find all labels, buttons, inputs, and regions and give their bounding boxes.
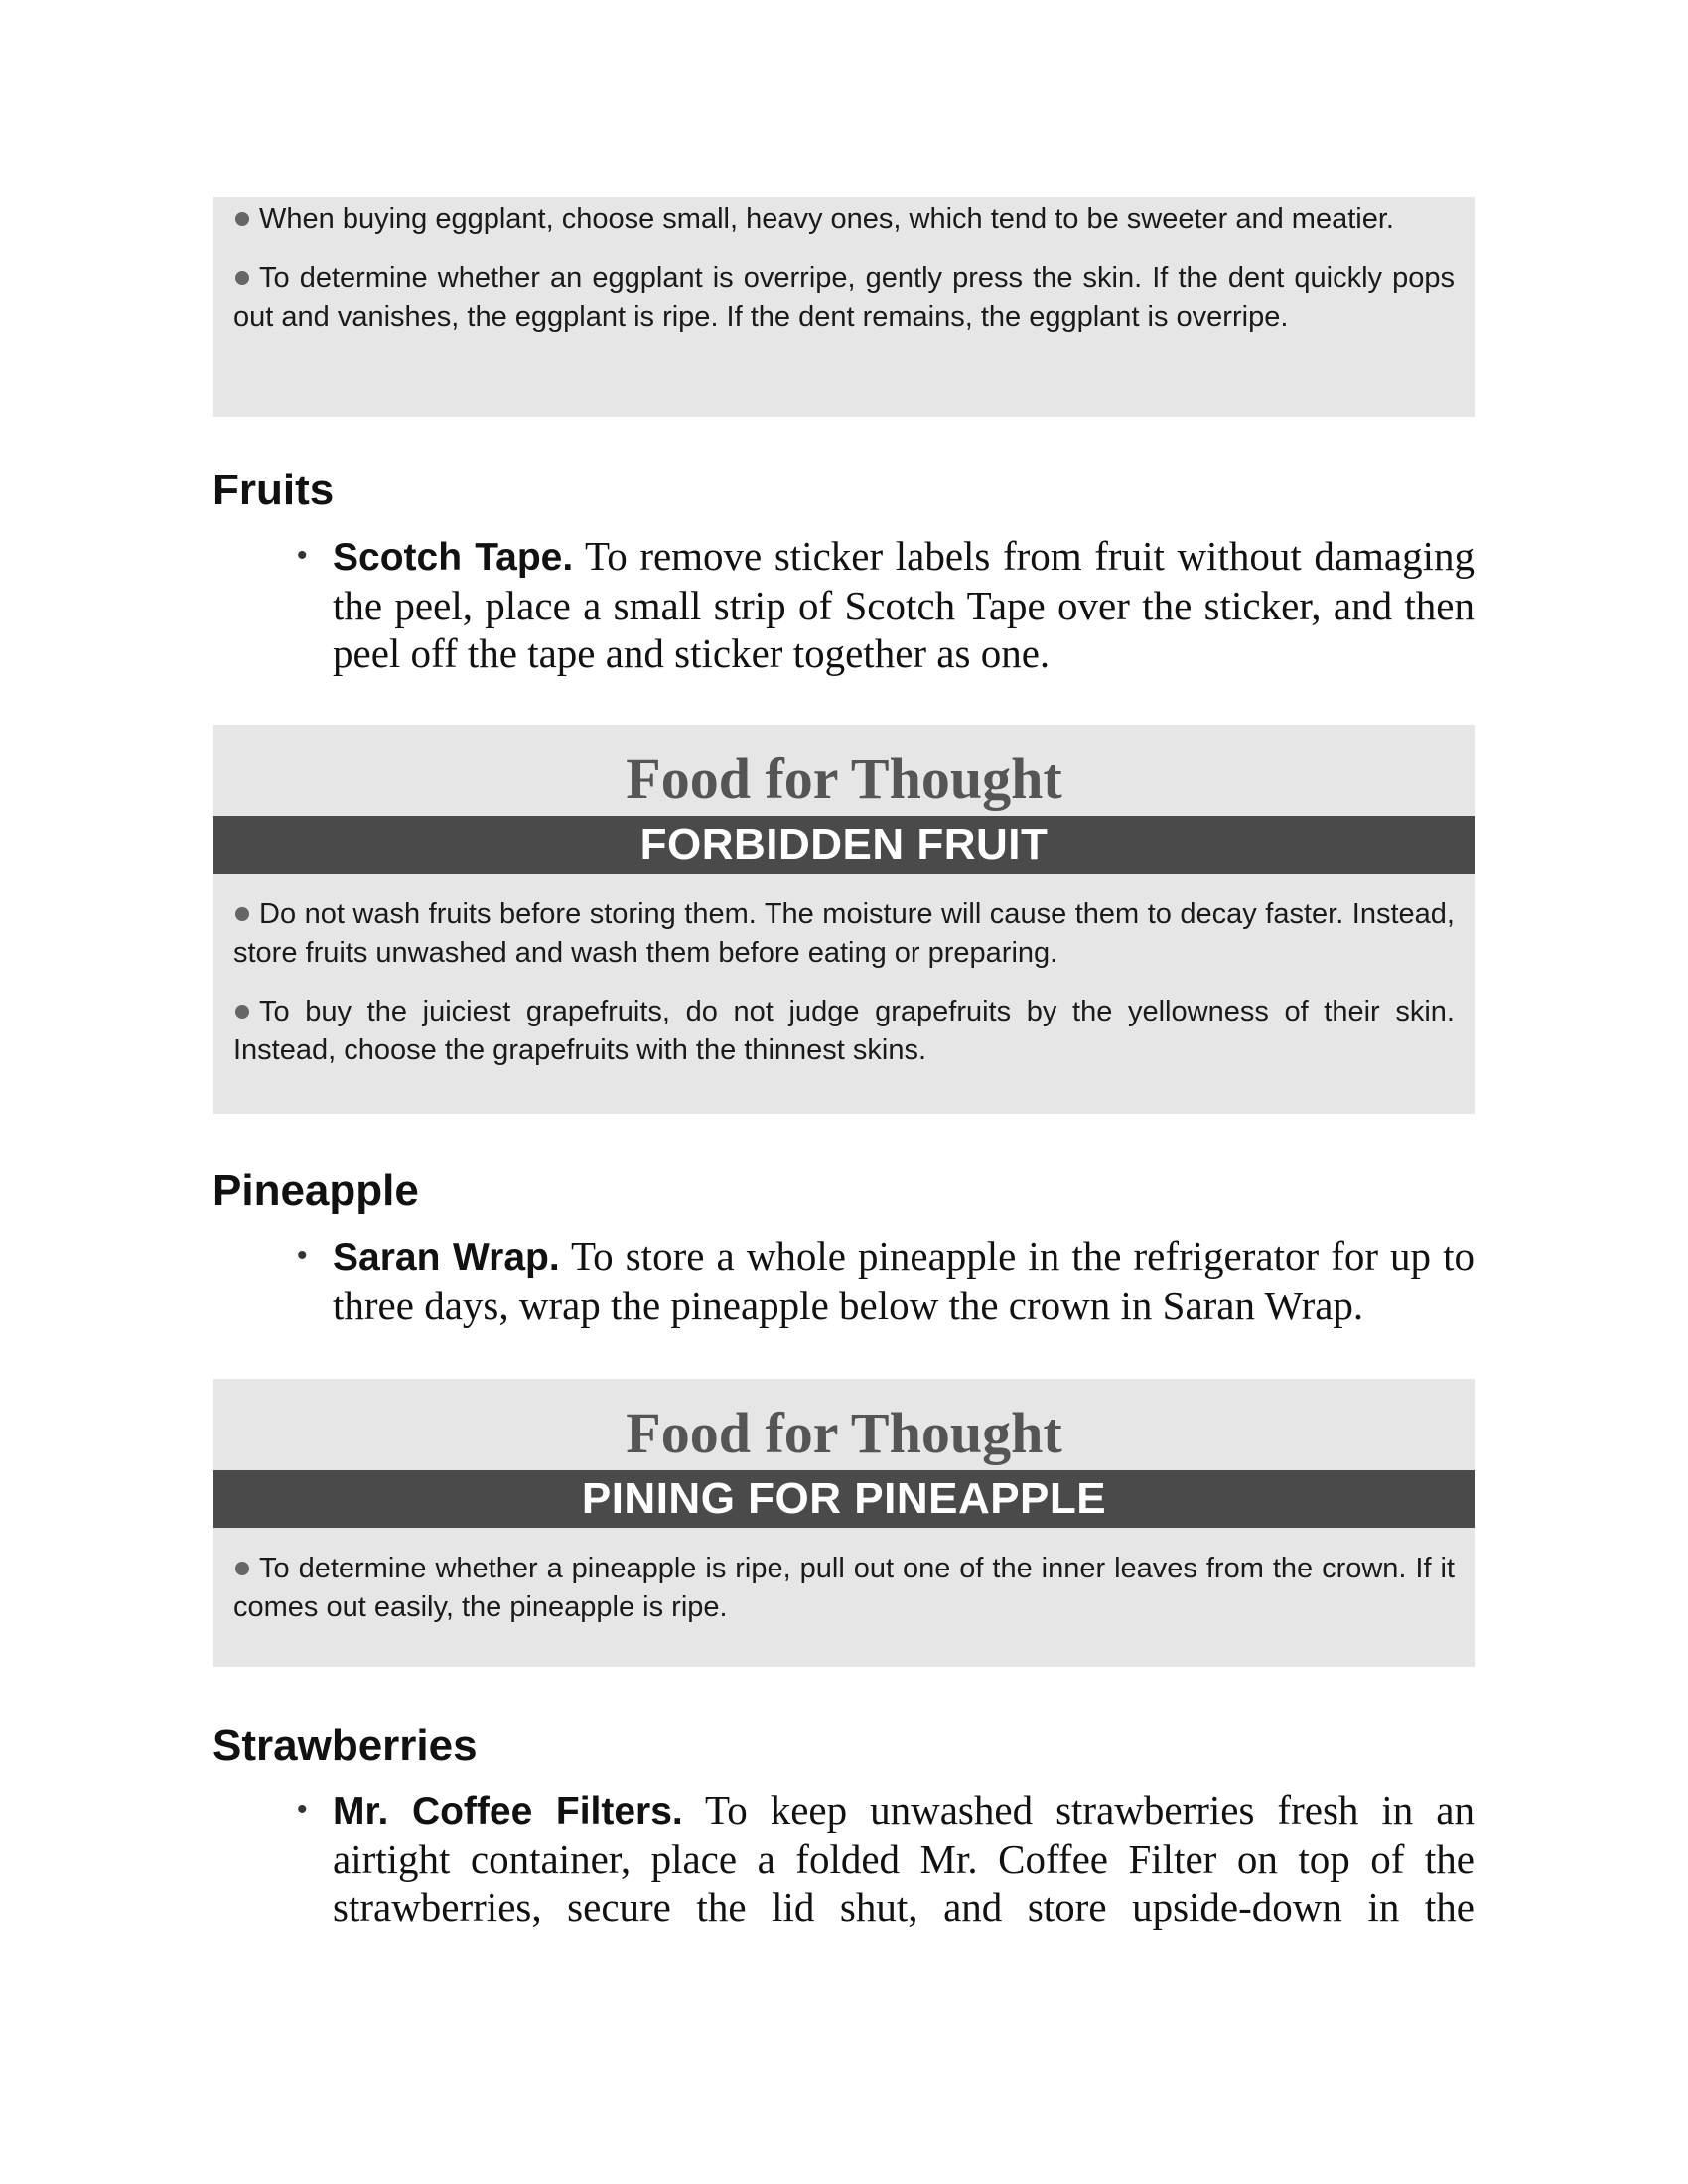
entry-text: To store a whole pineapple in the refrigerator for up to three days, wrap the pineapple below the crown in Saran Wrap. bbox=[333, 1233, 1476, 1328]
tip-text: To determine whether an eggplant is overripe, gently press the skin. If the dent quickly pops out and vanishes, the eggplant is ripe. If the dent remains, the eggplant is overripe. bbox=[233, 262, 1455, 333]
bullet-icon bbox=[235, 1562, 249, 1575]
entry-term: Scotch Tape. bbox=[333, 536, 574, 579]
tip-text: To buy the juiciest grapefruits, do not judge grapefruits by the yellowness of their skin. Instead, choose the grapefruits with the thinnest skins. bbox=[233, 996, 1455, 1066]
tip-text: When buying eggplant, choose small, heavy ones, which tend to be sweeter and meatier. bbox=[259, 204, 1394, 235]
entry-term: Mr. Coffee Filters. bbox=[333, 1790, 683, 1833]
bullet-icon bbox=[235, 271, 249, 285]
tip-text: Do not wash fruits before storing them. The moisture will cause them to decay faster. Instead, store fruits unwashed and wash them before eating or preparing. bbox=[233, 898, 1455, 969]
entry-mr-coffee-filters bbox=[297, 1786, 1475, 1931]
tip-text: To determine whether a pineapple is ripe, pull out one of the inner leaves from the crown. If it comes out easily, the pineapple is ripe. bbox=[233, 1553, 1455, 1623]
box-banner: FORBIDDEN FRUIT bbox=[213, 816, 1475, 874]
eggplant-tip-box bbox=[213, 197, 1475, 417]
tip-item bbox=[233, 993, 1455, 1070]
section-heading-strawberries: Strawberries bbox=[212, 1721, 478, 1770]
entry-scotch-tape bbox=[297, 532, 1475, 677]
bullet-icon bbox=[235, 1005, 249, 1019]
section-heading-pineapple: Pineapple bbox=[212, 1166, 419, 1215]
entry-saran-wrap bbox=[297, 1232, 1476, 1329]
tip-item bbox=[233, 895, 1455, 973]
entry-term: Saran Wrap. bbox=[333, 1236, 560, 1279]
bullet-icon bbox=[235, 212, 249, 226]
bullet-icon: • bbox=[297, 539, 308, 572]
tip-item bbox=[233, 201, 1455, 239]
food-for-thought-box-forbidden-fruit bbox=[213, 725, 1475, 1114]
box-title: Food for Thought bbox=[626, 747, 1062, 811]
entry-text: To remove sticker labels from fruit without damaging the peel, place a small strip of Scotch Tape over the sticker, and then peel off the tape and sticker together as one. bbox=[333, 533, 1475, 676]
box-banner: PINING FOR PINEAPPLE bbox=[213, 1470, 1475, 1528]
bullet-icon bbox=[235, 907, 249, 921]
tip-item bbox=[233, 259, 1455, 337]
box-title: Food for Thought bbox=[626, 1401, 1062, 1465]
bullet-icon: • bbox=[297, 1239, 308, 1272]
section-heading-fruits: Fruits bbox=[212, 466, 335, 514]
tip-item bbox=[233, 1550, 1455, 1627]
entry-text: To keep unwashed strawberries fresh in an airtight container, place a folded Mr. Coffee Filter on top of the strawberries, secure the lid shut, and store upside-down in the bbox=[333, 1787, 1475, 1930]
bullet-icon: • bbox=[297, 1793, 308, 1826]
food-for-thought-box-pining-for-pineapple bbox=[213, 1379, 1475, 1667]
